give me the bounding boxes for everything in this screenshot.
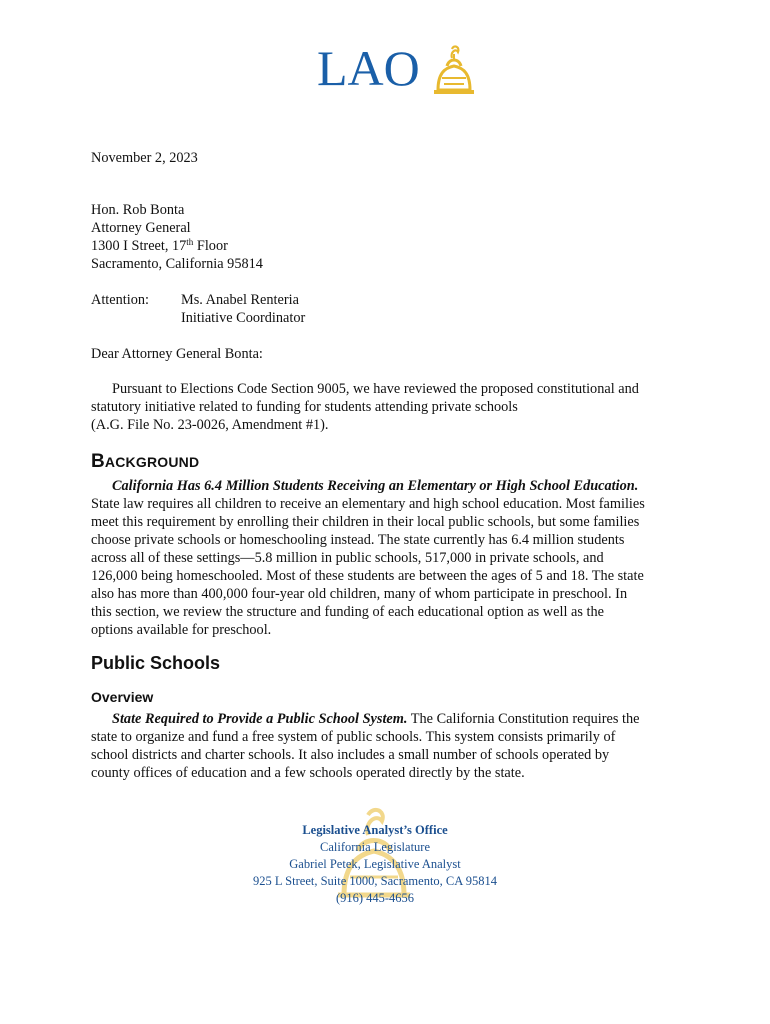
paragraph-line: school districts and charter schools. It also includes a small number of schools operated by: [91, 747, 610, 763]
paragraph-lead: California Has 6.4 Million Students Receiving an Elementary or High School Education.: [112, 478, 639, 494]
footer-phone: (916) 445-4656: [335, 891, 415, 905]
paragraph-line: Pursuant to Elections Code Section 9005, we have reviewed the proposed constitutional and: [112, 381, 639, 397]
paragraph-line: choose private schools or homeschooling instead. The state currently has 6.4 million students: [91, 532, 625, 548]
section-heading-background: BACKGROUND: [91, 451, 200, 472]
paragraph-line: 126,000 being homeschooled. Most of these students are between the ages of 5 and 18. The state: [91, 568, 644, 584]
paragraph-line: options available for preschool.: [91, 622, 272, 638]
footer-analyst: Gabriel Petek, Legislative Analyst: [289, 857, 461, 871]
paragraph-first-line: State Required to Provide a Public School System. The California Constitution requires the: [112, 711, 640, 727]
recipient-name: Hon. Rob Bonta: [91, 202, 185, 218]
letter-date: November 2, 2023: [91, 150, 198, 166]
capitol-dome-icon: [430, 44, 476, 94]
footer-office: Legislative Analyst’s Office: [302, 823, 448, 837]
paragraph-line: across all of these settings—5.8 million in public schools, 517,000 in private schools, and: [91, 550, 604, 566]
attention-block: [181, 291, 305, 327]
attention-role: Initiative Coordinator: [181, 310, 306, 326]
attention-name: Ms. Anabel Renteria: [181, 292, 299, 308]
recipient-city: Sacramento, California 95814: [91, 256, 263, 272]
paragraph-line: meet this requirement by enrolling their children in their local public schools, but some families: [91, 514, 640, 530]
letterhead-footer: [200, 822, 550, 907]
salutation: Dear Attorney General Bonta:: [91, 346, 263, 362]
background-paragraph: [91, 477, 691, 639]
footer-address: 925 L Street, Suite 1000, Sacramento, CA 95814: [253, 874, 497, 888]
paragraph-line: state to organize and fund a free system of public schools. This system consists primarily of: [91, 729, 616, 745]
paragraph-lead: State Required to Provide a Public School System.: [112, 711, 408, 727]
subheading-overview: Overview: [91, 689, 154, 705]
logo-text: LAO: [317, 40, 420, 96]
recipient-address: [91, 201, 263, 273]
recipient-title: Attorney General: [91, 220, 191, 236]
section-heading-public-schools: Public Schools: [91, 653, 221, 673]
recipient-street: 1300 I Street, 17th Floor: [91, 237, 228, 254]
attention-label: Attention:: [91, 292, 149, 308]
intro-paragraph: [91, 380, 691, 434]
paragraph-line: State law requires all children to receive an elementary and high school education. Most families: [91, 496, 645, 512]
paragraph-line: county offices of education and a few schools operated directly by the state.: [91, 765, 525, 781]
lao-logo: [317, 40, 477, 98]
paragraph-line: this section, we review the structure and funding of each educational option as well as the: [91, 604, 604, 620]
footer-legislature: California Legislature: [319, 840, 431, 854]
paragraph-line: statutory initiative related to funding for students attending private schools: [91, 399, 518, 415]
paragraph-line: (A.G. File No. 23-0026, Amendment #1).: [91, 417, 329, 433]
paragraph-line: also has more than 400,000 four-year old children, many of whom participate in preschool. In: [91, 586, 628, 602]
public-schools-paragraph: [91, 710, 691, 782]
